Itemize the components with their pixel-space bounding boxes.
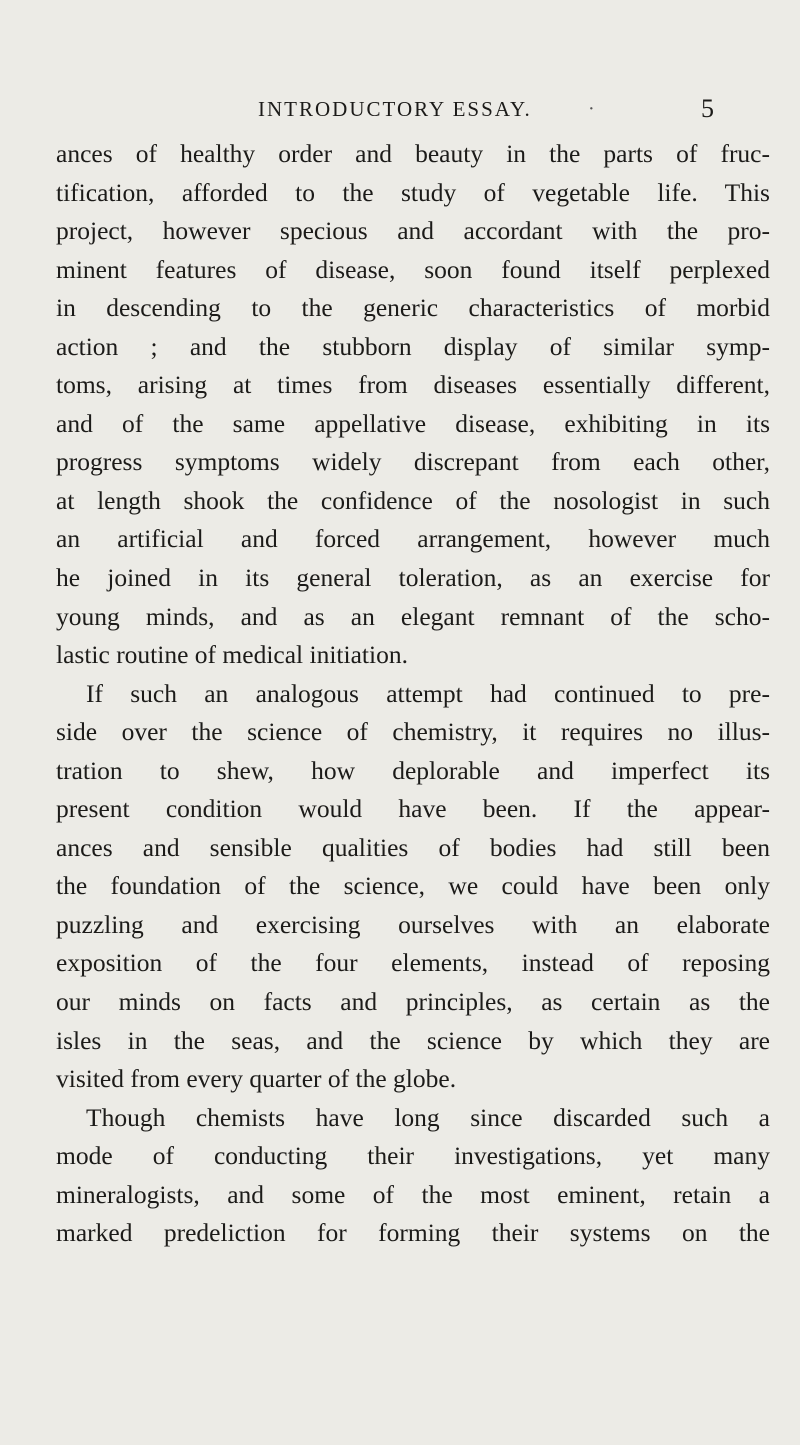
text-line: action ; and the stubborn display of similar symp-: [56, 331, 770, 361]
text-line: mode of conducting their investigations, yet many: [56, 1141, 770, 1171]
text-line: and of the same appellative disease, exhibiting in its: [56, 408, 770, 438]
text-line: tration to shew, how deplorable and imperfect its: [56, 755, 770, 785]
body-text: [56, 135, 770, 1253]
text-line: young minds, and as an elegant remnant of the scho-: [56, 601, 770, 631]
text-line: isles in the seas, and the science by which they are: [56, 1025, 770, 1055]
paragraph-end-line: lastic routine of medical initiation.: [56, 640, 408, 670]
running-title: INTRODUCTORY ESSAY.: [258, 97, 532, 121]
text-line: toms, arising at times from diseases essentially different,: [56, 370, 770, 400]
running-head: [0, 94, 800, 124]
text-line: project, however specious and accordant with the pro-: [56, 216, 770, 246]
text-line: ances of healthy order and beauty in the parts of fruc-: [56, 139, 770, 168]
text-line: he joined in its general toleration, as an exercise for: [56, 563, 770, 593]
running-head-separator: ·: [588, 98, 595, 120]
text-line: at length shook the confidence of the nosologist in such: [56, 485, 770, 515]
text-line: puzzling and exercising ourselves with an elaborate: [56, 909, 770, 939]
text-line: minent features of disease, soon found itself perplexed: [56, 254, 770, 284]
text-line: marked predeliction for forming their systems on the: [56, 1218, 770, 1248]
text-line: present condition would have been. If the appear-: [56, 794, 770, 824]
text-line: in descending to the generic characteristics of morbid: [56, 293, 770, 323]
text-line: our minds on facts and principles, as certain as the: [56, 987, 770, 1017]
text-line: ances and sensible qualities of bodies had still been: [56, 832, 770, 862]
paragraph-first-line: If such an analogous attempt had continued to pre-: [86, 678, 770, 708]
text-line: exposition of the four elements, instead of reposing: [56, 948, 770, 978]
text-line: an artificial and forced arrangement, however much: [56, 524, 770, 554]
page-number: 5: [701, 94, 714, 123]
text-line: mineralogists, and some of the most eminent, retain a: [56, 1179, 770, 1209]
paragraph-end-line: visited from every quarter of the globe.: [56, 1064, 457, 1094]
text-line: progress symptoms widely discrepant from each other,: [56, 447, 770, 477]
text-line: tification, afforded to the study of vegetable life. This: [56, 177, 770, 207]
paragraph-first-line: Though chemists have long since discarded such a: [86, 1102, 770, 1132]
text-line: side over the science of chemistry, it requires no illus-: [56, 717, 770, 747]
text-line: the foundation of the science, we could have been only: [56, 871, 770, 901]
